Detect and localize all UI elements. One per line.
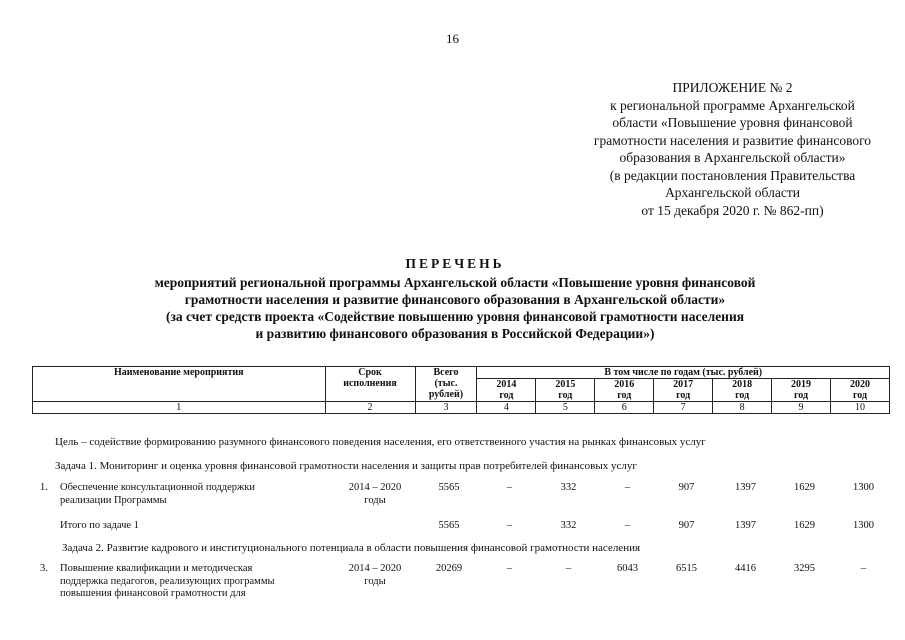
column-number: 10 (830, 402, 889, 414)
row-value-2019: 3295 (794, 563, 815, 574)
header-by-years: В том числе по годам (тыс. рублей) (477, 367, 890, 379)
row-value-2014: – (506, 482, 513, 493)
row-total: 5565 (438, 482, 460, 493)
goal-text: Цель – содействие формированию разумного финансового поведения населения, его ответственного участия на рынках финансовых услуг (55, 436, 706, 448)
subtotal-value-2015: 332 (560, 520, 577, 531)
column-number: 3 (415, 402, 477, 414)
column-number: 9 (772, 402, 831, 414)
header-year-2014: 2014 год (477, 379, 536, 402)
row-value-2017: 6515 (676, 563, 697, 574)
header-term: Срок исполнения (325, 367, 415, 402)
heading-line: грамотности населения и развитие финансового образования в Архангельской области» (184, 292, 726, 307)
header-year-2015: 2015 год (536, 379, 595, 402)
subtotal-label: Итого по задаче 1 (60, 520, 139, 531)
column-number: 4 (477, 402, 536, 414)
row-value-2015: 332 (560, 482, 577, 493)
task-2-title: Задача 2. Развитие кадрового и институционального потенциала в области повышения финансовой грамотности населения (62, 542, 641, 554)
column-number: 2 (325, 402, 415, 414)
appendix-block (560, 79, 905, 219)
column-number: 8 (713, 402, 772, 414)
row-term: 2014 – 2020 годы (348, 563, 402, 587)
appendix-line: грамотности населения и развитие финансового (593, 132, 872, 148)
header-year-2020: 2020 год (830, 379, 889, 402)
row-index: 3. (40, 563, 48, 574)
header-year-2016: 2016 год (595, 379, 654, 402)
row-value-2014: – (506, 563, 513, 574)
appendix-line: (в редакции постановления Правительства (609, 167, 856, 183)
row-value-2020: 1300 (853, 482, 874, 493)
header-year-2017: 2017 год (654, 379, 713, 402)
row-value-2016: 6043 (617, 563, 638, 574)
row-value-2017: 907 (678, 482, 695, 493)
appendix-line: образования в Архангельской области» (619, 150, 846, 165)
appendix-line: к региональной программе Архангельской (610, 97, 855, 113)
appendix-line: ПРИЛОЖЕНИЕ № 2 (672, 80, 793, 95)
row-name: Обеспечение консультационной поддержки реализации Программы (60, 482, 255, 506)
subtotal-total: 5565 (438, 520, 460, 531)
column-number: 1 (33, 402, 326, 414)
task-1-title: Задача 1. Мониторинг и оценка уровня финансовой грамотности населения и защиты прав потребителей финансовых услуг (55, 460, 637, 472)
row-term: 2014 – 2020 годы (348, 482, 402, 506)
column-number: 6 (595, 402, 654, 414)
header-total: Всего (тыс. рублей) (415, 367, 477, 402)
column-number: 5 (536, 402, 595, 414)
subtotal-value-2016: – (624, 520, 631, 531)
row-name: Повышение квалификации и методическая поддержка педагогов, реализующих программы повышения финансовой грамотности для (60, 563, 275, 599)
subtotal-value-2017: 907 (678, 520, 695, 531)
heading-title: ПЕРЕЧЕНЬ (405, 256, 505, 271)
appendix-line: области «Повышение уровня финансовой (612, 115, 853, 130)
subtotal-value-2020: 1300 (853, 520, 874, 531)
header-name: Наименование мероприятия (33, 367, 326, 402)
row-value-2016: – (624, 482, 631, 493)
header-year-2019: 2019 год (772, 379, 831, 402)
subtotal-value-2018: 1397 (735, 520, 756, 531)
appendix-line: Архангельской области (665, 185, 800, 200)
measures-table-header (32, 366, 890, 414)
row-value-2019: 1629 (794, 482, 815, 493)
heading-line: и развитию финансового образования в Российской Федерации») (255, 326, 655, 341)
heading-line: мероприятий региональной программы Архангельской области «Повышение уровня финансовой (154, 275, 756, 290)
heading-line: (за счет средств проекта «Содействие повышению уровня финансовой грамотности населения (165, 309, 745, 324)
subtotal-value-2019: 1629 (794, 520, 815, 531)
row-value-2018: 4416 (735, 563, 756, 574)
column-number: 7 (654, 402, 713, 414)
row-value-2015: – (565, 563, 572, 574)
row-value-2018: 1397 (735, 482, 756, 493)
subtotal-value-2014: – (506, 520, 513, 531)
row-index: 1. (40, 482, 48, 493)
page-number: 16 (446, 31, 459, 46)
header-year-2018: 2018 год (713, 379, 772, 402)
document-heading (60, 255, 850, 342)
row-value-2020: – (860, 563, 867, 574)
appendix-line: от 15 декабря 2020 г. № 862-пп) (641, 202, 824, 218)
row-total: 20269 (435, 563, 463, 574)
